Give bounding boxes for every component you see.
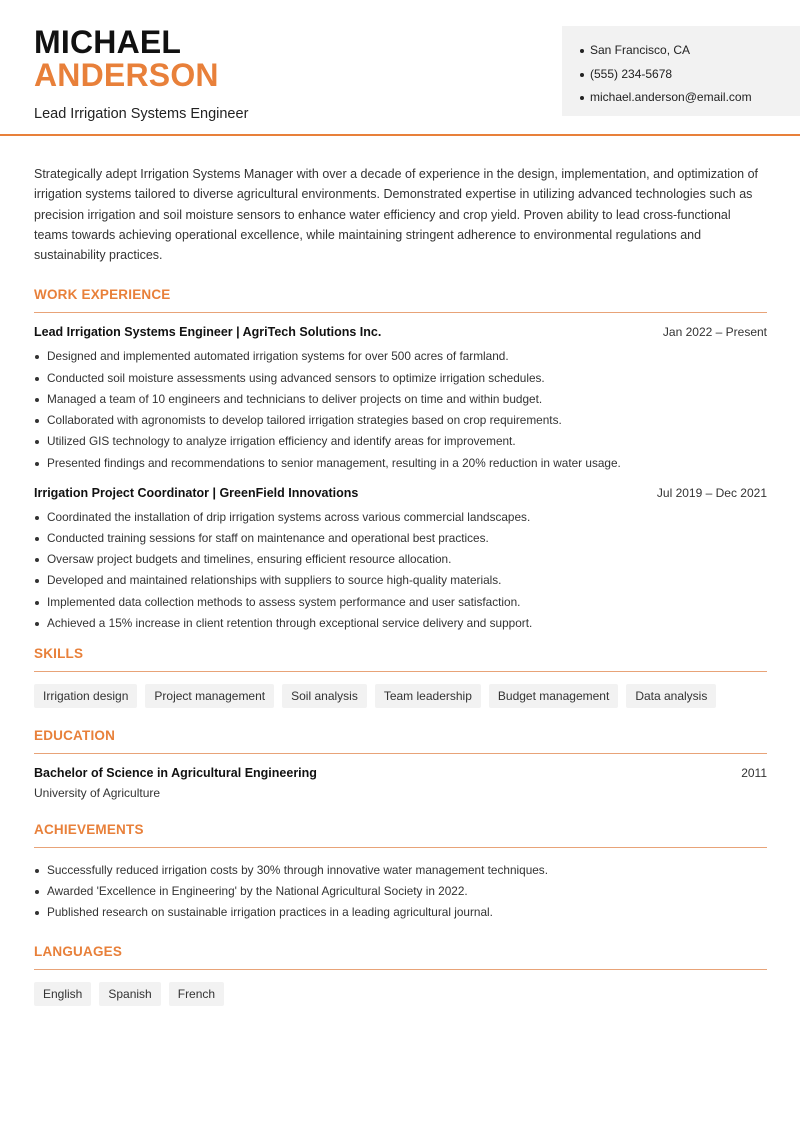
resume-header <box>0 0 800 136</box>
contact-location: San Francisco, CA <box>580 39 800 63</box>
job-role: Irrigation Project Coordinator | GreenField Innovations <box>34 485 359 500</box>
last-name: ANDERSON <box>34 57 219 93</box>
job-bullet: Oversaw project budgets and timelines, ensuring efficient resource allocation. <box>34 549 767 570</box>
job-header <box>34 486 767 500</box>
education-year: 2011 <box>741 765 767 780</box>
achievement-bullets <box>34 860 767 924</box>
job-bullets <box>34 346 767 473</box>
name-block <box>34 26 248 122</box>
skills-tags <box>34 684 767 708</box>
education-section <box>34 728 767 800</box>
skill-tag: Project management <box>145 684 274 708</box>
summary-text: Strategically adept Irrigation Systems Manager with over a decade of experience in the design, implementation, and optimization of irrigation systems tailored to diverse agricultural environments. Demonstrated expertise in utilizing advanced technologies such as precision irrigation and soil moisture sensors to enhance water efficiency and crop yield. Proven ability to lead cross-functional teams towards achieving operational excellence, while maintaining stringent adherence to environmental regulations and sustainability practices. <box>34 167 759 263</box>
job-bullet: Presented findings and recommendations to senior management, resulting in a 20% reduction in water usage. <box>34 453 767 474</box>
job-bullet: Implemented data collection methods to assess system performance and user satisfaction. <box>34 592 767 613</box>
section-title-skills: SKILLS <box>34 646 767 672</box>
achievement-bullet: Successfully reduced irrigation costs by 30% through innovative water management techniques. <box>34 860 767 881</box>
education-degree: Bachelor of Science in Agricultural Engineering <box>34 765 317 780</box>
job-bullet: Managed a team of 10 engineers and technicians to deliver projects on time and within budget. <box>34 389 767 410</box>
contact-list <box>580 39 800 110</box>
skill-tag: Soil analysis <box>282 684 367 708</box>
contact-email[interactable]: michael.anderson@email.com <box>580 86 800 110</box>
job-title: Lead Irrigation Systems Engineer <box>34 106 249 122</box>
job-entry <box>34 486 767 634</box>
job-dates: Jan 2022 – Present <box>662 325 767 340</box>
job-header <box>34 325 767 339</box>
first-name: MICHAEL <box>34 24 182 60</box>
section-title-languages: LANGUAGES <box>34 944 767 970</box>
job-bullet: Utilized GIS technology to analyze irrigation efficiency and identify areas for improvement. <box>34 431 767 452</box>
job-bullets <box>34 507 767 634</box>
job-dates: Jul 2019 – Dec 2021 <box>656 485 767 500</box>
achievement-bullet: Awarded 'Excellence in Engineering' by the National Agricultural Society in 2022. <box>34 881 767 902</box>
achievements-section <box>34 822 767 924</box>
job-bullet: Collaborated with agronomists to develop tailored irrigation strategies based on crop requirements. <box>34 410 767 431</box>
languages-section <box>34 944 767 1006</box>
section-title-achievements: ACHIEVEMENTS <box>34 822 767 848</box>
language-tag: English <box>34 982 91 1006</box>
job-bullet: Designed and implemented automated irrigation systems for over 500 acres of farmland. <box>34 346 767 367</box>
language-tags <box>34 982 767 1006</box>
job-bullet: Conducted training sessions for staff on maintenance and operational best practices. <box>34 528 767 549</box>
education-header <box>34 766 767 780</box>
skill-tag: Data analysis <box>626 684 716 708</box>
contact-phone: (555) 234-5678 <box>580 63 800 87</box>
job-bullet: Conducted soil moisture assessments using advanced sensors to optimize irrigation schedules. <box>34 368 767 389</box>
education-school: University of Agriculture <box>34 785 161 800</box>
achievement-bullet: Published research on sustainable irrigation practices in a leading agricultural journal. <box>34 902 767 923</box>
work-experience-section <box>34 287 767 633</box>
skills-section <box>34 646 767 708</box>
skill-tag: Budget management <box>489 684 618 708</box>
section-title-work-experience: WORK EXPERIENCE <box>34 287 767 313</box>
resume-content <box>34 164 767 1006</box>
language-tag: Spanish <box>99 982 160 1006</box>
contact-box <box>562 26 800 116</box>
job-entry <box>34 325 767 473</box>
skill-tag: Team leadership <box>375 684 481 708</box>
job-bullet: Coordinated the installation of drip irrigation systems across various commercial landscapes. <box>34 507 767 528</box>
job-bullet: Developed and maintained relationships with suppliers to source high-quality materials. <box>34 570 767 591</box>
skill-tag: Irrigation design <box>34 684 137 708</box>
language-tag: French <box>169 982 224 1006</box>
job-bullet: Achieved a 15% increase in client retention through exceptional service delivery and support. <box>34 613 767 634</box>
job-role: Lead Irrigation Systems Engineer | AgriTech Solutions Inc. <box>34 325 382 340</box>
section-title-education: EDUCATION <box>34 728 767 754</box>
